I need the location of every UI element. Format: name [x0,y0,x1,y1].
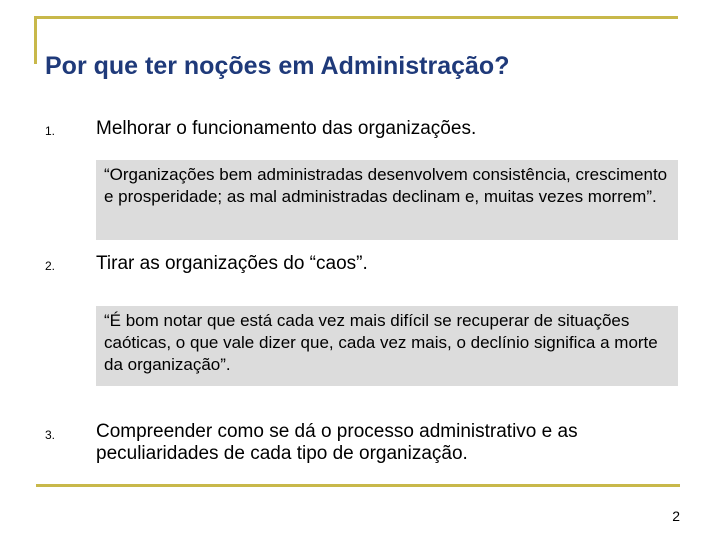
item-number-2: 2. [45,259,56,273]
item-text-2: Tirar as organizações do “caos”. [96,253,368,274]
item-text-1: Melhorar o funcionamento das organizações. [96,118,477,139]
left-border-line [34,16,37,64]
slide-title: Por que ter noções em Administração? [45,52,510,80]
top-border-line [34,16,678,19]
bottom-border-line [36,484,680,487]
item-number-3: 3. [45,428,56,442]
item-text-3: Compreender como se dá o processo administrativo e as peculiaridades de cada tipo de organização. [96,421,578,464]
quote-box-1: “Organizações bem administradas desenvolvem consistência, crescimento e prosperidade; as mal administradas declinam e, muitas vezes morrem”. [96,160,678,240]
quote-box-2: “É bom notar que está cada vez mais difícil se recuperar de situações caóticas, o que vale dizer que, cada vez mais, o declínio significa a morte da organização”. [96,306,678,386]
page-number: 2 [672,508,680,524]
item-number-1: 1. [45,124,56,138]
